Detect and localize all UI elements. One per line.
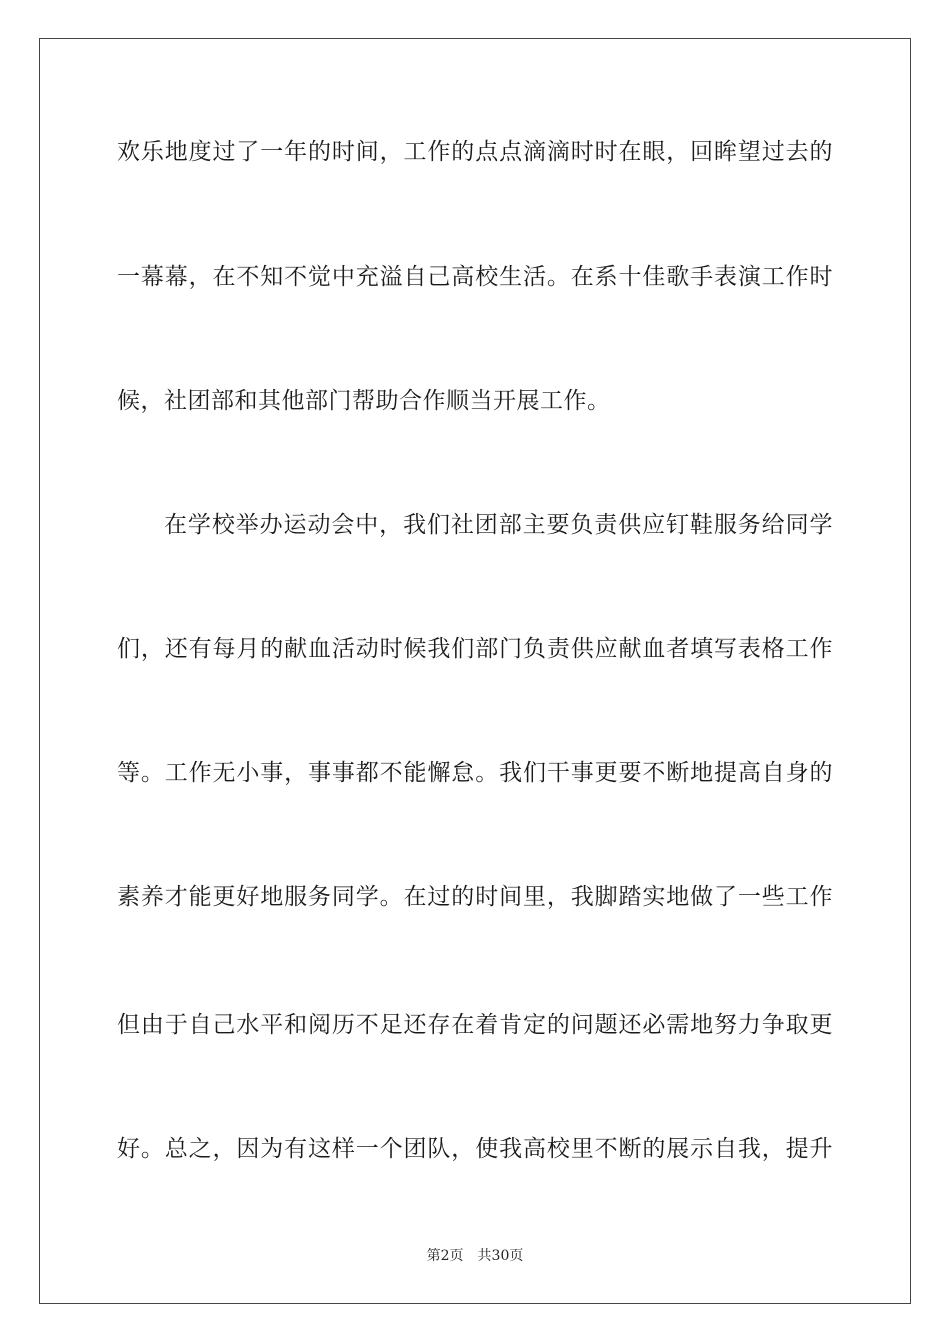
body-text-line-4: 在学校举办运动会中，我们社团部主要负责供应钉鞋服务给同学: [164, 512, 833, 538]
body-text-line-8: 但由于自己水平和阅历不足还存在着肯定的问题还必需地努力争取更: [117, 1012, 833, 1038]
body-text-line-2: 一幕幕，在不知不觉中充溢自己高校生活。在系十佳歌手表演工作时: [117, 264, 833, 290]
body-text-line-3: 候，社团部和其他部门帮助合作顺当开展工作。: [117, 388, 611, 414]
body-text-line-7: 素养才能更好地服务同学。在过的时间里，我脚踏实地做了一些工作: [117, 884, 833, 910]
page-border: [39, 38, 911, 1304]
body-text-line-1: 欢乐地度过了一年的时间，工作的点点滴滴时时在眼，回眸望过去的: [117, 139, 833, 165]
body-text-line-6: 等。工作无小事，事事都不能懈怠。我们干事更要不断地提高自身的: [117, 760, 833, 786]
page-total: 共30页: [477, 1248, 524, 1264]
body-text-line-5: 们，还有每月的献血活动时候我们部门负责供应献血者填写表格工作: [117, 636, 833, 662]
page-footer: [0, 1247, 950, 1265]
body-text-line-9: 好。总之，因为有这样一个团队，使我高校里不断的展示自我，提升: [117, 1136, 833, 1162]
page-number: 第2页: [426, 1248, 464, 1264]
